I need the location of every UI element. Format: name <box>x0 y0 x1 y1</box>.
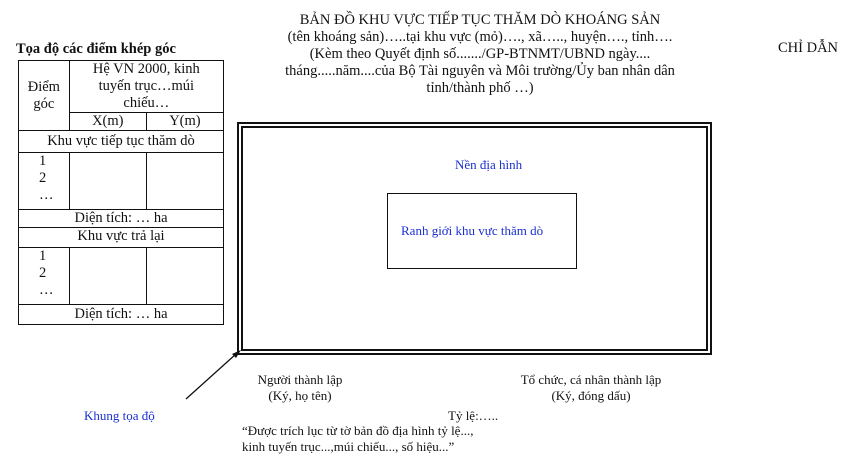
x-value-cell <box>69 153 146 210</box>
org-block <box>498 372 684 404</box>
map-subtitle-line: (Kèm theo Quyết định số......./GP-BTNMT/UBND ngày.... <box>309 46 651 62</box>
excerpt-line: kinh tuyến trục...,múi chiếu..., số hiệu...” <box>242 439 455 454</box>
coordinates-table <box>18 60 224 325</box>
col-system-line: Hệ VN 2000, kinh <box>92 61 200 77</box>
point-list <box>19 248 70 305</box>
boundary-label: Ranh giới khu vực thăm dò <box>401 223 544 238</box>
area-return: Diện tích: … ha <box>19 305 224 325</box>
coordinates-title: Tọa độ các điểm khép góc <box>16 41 176 57</box>
point-label: 1 <box>39 248 47 264</box>
area-continue: Diện tích: … ha <box>19 210 224 228</box>
map-subtitle-line: (tên khoáng sản)…..tại khu vực (mỏ)…., xã….., huyện…., tỉnh…. <box>287 29 673 45</box>
section-continue-header: Khu vực tiếp tục thăm dò <box>19 131 224 153</box>
y-value-cell <box>146 153 223 210</box>
point-label: … <box>39 282 54 298</box>
map-subtitle-line: tháng.....năm....của Bộ Tài nguyên và Môi trường/Ủy ban nhân dân <box>285 63 675 79</box>
org-sign: (Ký, đóng dấu) <box>551 388 631 403</box>
col-point-header <box>19 61 70 131</box>
creator-title: Người thành lập <box>257 372 343 387</box>
map-title: BẢN ĐỒ KHU VỰC TIẾP TỤC THĂM DÒ KHOÁNG SẢN <box>299 12 661 28</box>
map-subtitle-line: tỉnh/thành phố …) <box>426 80 534 96</box>
frame-label: Khung tọa độ <box>84 408 155 423</box>
excerpt-note <box>242 423 562 455</box>
point-list <box>19 153 70 210</box>
point-label: 1 <box>39 153 47 169</box>
terrain-label: Nền địa hình <box>455 157 523 172</box>
col-point-line: Điểm <box>27 78 60 95</box>
excerpt-line: “Được trích lục từ tờ bản đồ địa hình tỷ lệ..., <box>242 423 474 438</box>
col-y-header: Y(m) <box>146 113 223 131</box>
table-header-row <box>19 61 224 113</box>
org-title: Tổ chức, cá nhân thành lập <box>520 372 662 387</box>
point-label: 2 <box>39 170 47 186</box>
col-point-line: góc <box>33 95 55 112</box>
scale-label: Tỷ lệ:….. <box>448 408 499 423</box>
legend-label: CHỈ DẪN <box>778 40 839 56</box>
col-system-line: tuyến trục…múi <box>98 78 195 94</box>
point-label: … <box>39 187 54 203</box>
table-row <box>19 248 224 305</box>
frame-arrow-icon <box>180 345 250 405</box>
x-value-cell <box>69 248 146 305</box>
creator-block <box>244 372 356 404</box>
col-x-header: X(m) <box>69 113 146 131</box>
col-system-header <box>69 61 223 113</box>
col-system-line: chiếu… <box>123 95 170 111</box>
section-return-header: Khu vực trả lại <box>19 228 224 248</box>
creator-sign: (Ký, họ tên) <box>268 388 332 403</box>
y-value-cell <box>146 248 223 305</box>
point-label: 2 <box>39 265 47 281</box>
map-title-block <box>240 12 720 97</box>
table-row <box>19 153 224 210</box>
